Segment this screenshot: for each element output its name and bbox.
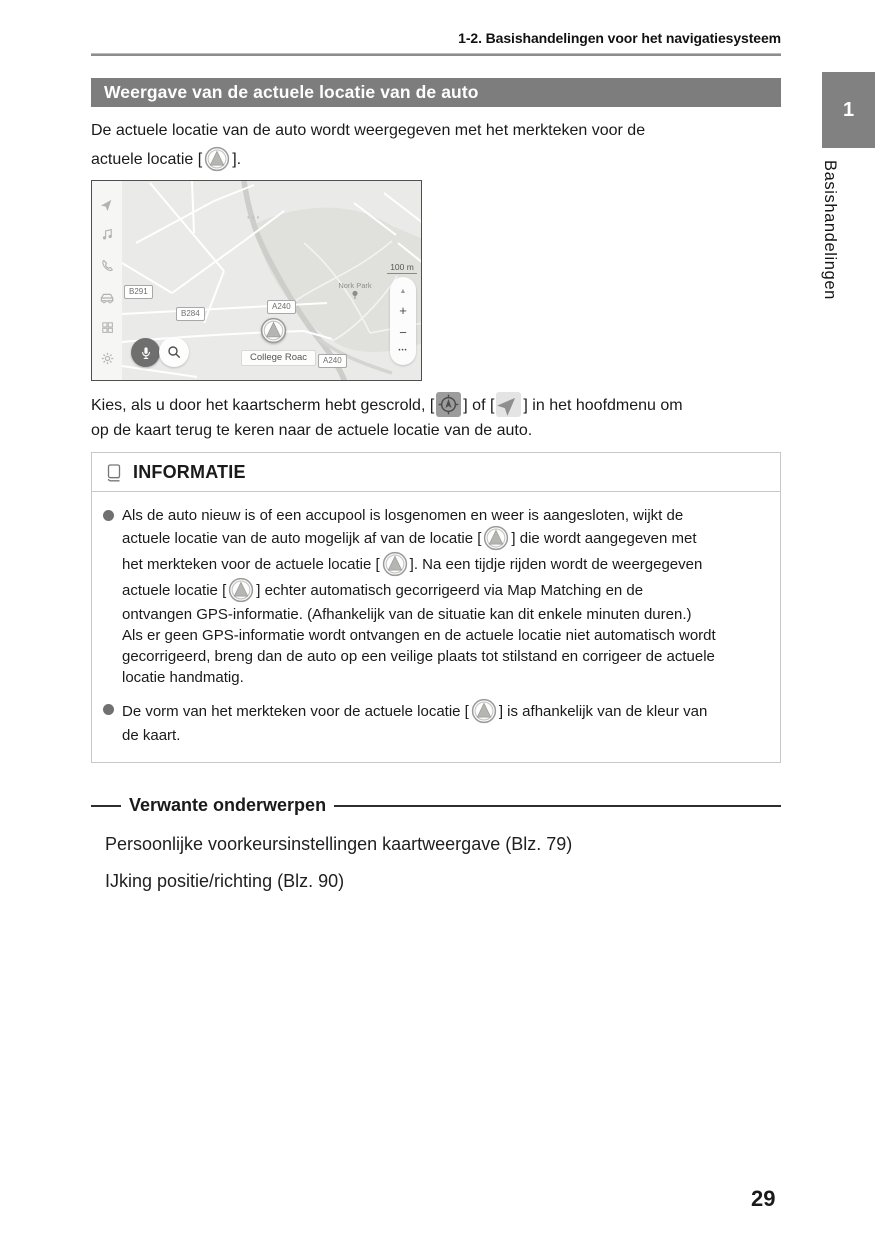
current-location-icon xyxy=(471,698,497,724)
map-control-panel xyxy=(390,277,416,365)
heading-rule-left xyxy=(91,805,121,807)
road-badge-a240-bottom: A240 xyxy=(318,354,347,368)
apps-grid-icon[interactable] xyxy=(100,320,115,335)
current-location-icon xyxy=(204,146,230,172)
section-title-bar xyxy=(91,78,781,107)
search-button[interactable] xyxy=(159,337,189,367)
b1-l1: Als de auto nieuw is of een accupool is losgenomen en weer is aangesloten, wijkt de xyxy=(122,507,684,525)
compass-north-icon[interactable]: ▲ xyxy=(399,287,407,295)
car-icon[interactable] xyxy=(99,289,115,305)
bullet-disc xyxy=(103,510,114,521)
info-box-body xyxy=(92,492,780,762)
road-badge-b284: B284 xyxy=(176,307,205,321)
related-topics xyxy=(91,795,781,892)
more-options-button[interactable]: ••• xyxy=(398,348,408,355)
info-bullet-2: De vorm van het merkteken voor de actuele locatie [ ] is afhankelijk van de kleur van de kaart. xyxy=(103,699,768,746)
intro-paragraph xyxy=(91,116,781,174)
music-icon[interactable] xyxy=(100,227,115,242)
chapter-tab: 1 xyxy=(822,72,875,148)
scroll-note-l1a: Kies, als u door het kaartscherm hebt gescrold, [ xyxy=(91,397,435,414)
microphone-icon xyxy=(138,345,154,361)
zoom-in-button[interactable]: + xyxy=(399,302,407,318)
park-label: Nork Park xyxy=(338,282,372,303)
road-badge-a240-top: A240 xyxy=(267,300,296,314)
running-header: 1-2. Basishandelingen voor het navigatiesysteem xyxy=(458,30,781,46)
chapter-side-label: Basishandelingen xyxy=(821,160,839,300)
compass-button-icon xyxy=(436,392,461,417)
scroll-note-l1b: ] of [ xyxy=(463,397,495,414)
map-nav-icon[interactable] xyxy=(100,197,115,212)
lane-hint-dots: ••• xyxy=(247,213,262,222)
road-badge-b291: B291 xyxy=(124,285,153,299)
intro-line2-after: ]. xyxy=(232,151,242,168)
book-icon xyxy=(104,463,124,483)
scroll-note-l2: op de kaart terug te keren naar de actuele locatie van de auto. xyxy=(91,422,533,440)
info-box-header xyxy=(92,453,780,492)
heading-arrow-button-icon xyxy=(496,392,521,417)
tree-icon xyxy=(351,290,359,300)
heading-rule-right xyxy=(334,805,781,807)
info-bullet-1: Als de auto nieuw is of een accupool is losgenomen en weer is aangesloten, wijkt de actuele locatie van de auto mogelijk af van de locatie [ ] die wordt aangegeven met het merkteken voor de actuele locatie [ ]. Na een tijdje rijden wordt de weergegeven actuele locatie [ ] echter automatisch gecorrigeerd via Map Matching en de ontvangen GPS-informatie. (Afhankelijk van de situatie kan dit enkele minuten duren.) Als er geen GPS-informatie wordt ontvangen en de actuele locatie niet automatisch wordt gecorrigeerd, breng dan de auto op een veilige plaats tot stilstand en corrigeer de actuele locatie handmatig. xyxy=(103,505,768,688)
section-title: Weergave van de actuele locatie van de auto xyxy=(104,82,479,102)
phone-icon[interactable] xyxy=(100,258,115,273)
map-sidebar xyxy=(92,181,122,381)
bullet-disc xyxy=(103,704,114,715)
info-box xyxy=(91,452,781,763)
page-number: 29 xyxy=(751,1186,776,1211)
header-rule xyxy=(91,53,781,56)
intro-line2-before: actuele locatie [ xyxy=(91,151,203,168)
current-location-marker xyxy=(260,317,287,344)
related-topics-title: Verwante onderwerpen xyxy=(129,795,327,816)
microphone-button[interactable] xyxy=(131,338,160,367)
gear-icon[interactable] xyxy=(100,351,115,366)
scroll-note-l1c: ] in het hoofdmenu om xyxy=(523,397,683,414)
related-topics-heading xyxy=(91,795,781,816)
related-link-kaartweergave[interactable]: Persoonlijke voorkeursinstellingen kaartweergave (Blz. 79) xyxy=(105,834,573,855)
related-link-ijking[interactable]: IJking positie/richting (Blz. 90) xyxy=(105,871,345,892)
intro-line1: De actuele locatie van de auto wordt weergegeven met het merkteken voor de xyxy=(91,122,646,139)
scroll-note-paragraph xyxy=(91,393,781,443)
current-location-icon xyxy=(483,525,509,551)
info-box-title: INFORMATIE xyxy=(133,462,246,483)
map-scale: 100 m xyxy=(387,262,417,274)
zoom-out-button[interactable]: − xyxy=(399,325,407,341)
current-location-icon xyxy=(382,551,408,577)
street-label: College Roac xyxy=(241,350,316,366)
search-icon xyxy=(166,344,182,360)
current-location-icon xyxy=(228,577,254,603)
nav-screen-figure xyxy=(91,180,422,381)
